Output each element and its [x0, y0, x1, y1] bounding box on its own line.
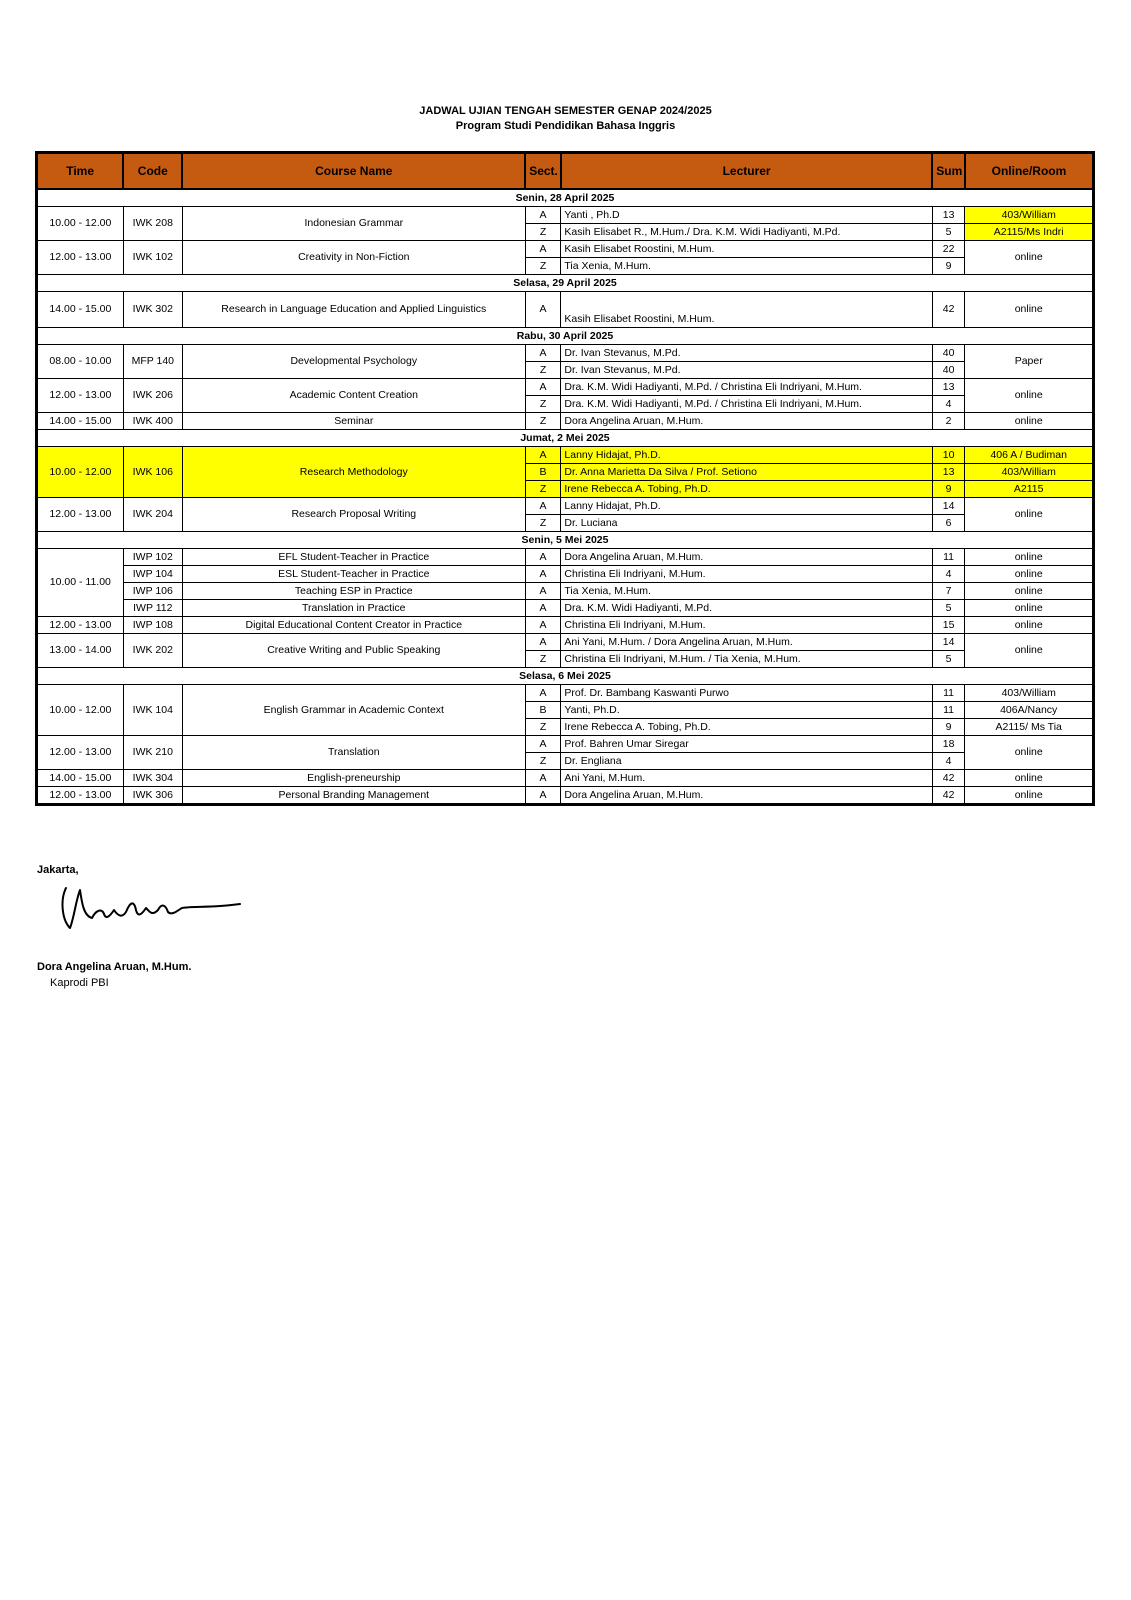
- col-header-lecturer: Lecturer: [561, 153, 932, 190]
- sum-cell: 14: [932, 498, 965, 515]
- sum-cell: 4: [932, 753, 965, 770]
- col-header-time: Time: [37, 153, 124, 190]
- sect-cell: B: [525, 702, 561, 719]
- time-cell: 12.00 - 13.00: [37, 241, 124, 275]
- time-cell: 14.00 - 15.00: [37, 770, 124, 787]
- table-row: [37, 379, 1094, 396]
- sect-cell: A: [525, 345, 561, 362]
- day-row: [37, 189, 1094, 207]
- course-cell: Personal Branding Management: [182, 787, 525, 805]
- room-cell: online: [965, 770, 1094, 787]
- day-label: Jumat, 2 Mei 2025: [37, 430, 1094, 447]
- table-row: [37, 770, 1094, 787]
- lecturer-cell: Irene Rebecca A. Tobing, Ph.D.: [561, 719, 932, 736]
- sect-cell: Z: [525, 651, 561, 668]
- course-cell: Digital Educational Content Creator in Practice: [182, 617, 525, 634]
- lecturer-cell: Prof. Bahren Umar Siregar: [561, 736, 932, 753]
- sum-cell: 11: [932, 549, 965, 566]
- lecturer-cell: Kasih Elisabet Roostini, M.Hum.: [561, 292, 932, 328]
- time-cell: 08.00 - 10.00: [37, 345, 124, 379]
- lecturer-cell: Dr. Engliana: [561, 753, 932, 770]
- lecturer-cell: Dra. K.M. Widi Hadiyanti, M.Pd.: [561, 600, 932, 617]
- code-cell: IWP 104: [123, 566, 182, 583]
- table-row: [37, 413, 1094, 430]
- sum-cell: 11: [932, 685, 965, 702]
- sum-cell: 9: [932, 481, 965, 498]
- room-cell: 406A/Nancy: [965, 702, 1094, 719]
- course-cell: Research in Language Education and Applied Linguistics: [182, 292, 525, 328]
- sect-cell: A: [525, 241, 561, 258]
- document-subtitle: Program Studi Pendidikan Bahasa Inggris: [455, 120, 676, 132]
- code-cell: IWK 202: [123, 634, 182, 668]
- sum-cell: 42: [932, 770, 965, 787]
- course-cell: Teaching ESP in Practice: [182, 583, 525, 600]
- lecturer-cell: Ani Yani, M.Hum. / Dora Angelina Aruan, M.Hum.: [561, 634, 932, 651]
- code-cell: IWK 306: [123, 787, 182, 805]
- course-cell: Academic Content Creation: [182, 379, 525, 413]
- sect-cell: A: [525, 736, 561, 753]
- place-label: Jakarta,: [37, 864, 79, 876]
- time-cell: 12.00 - 13.00: [37, 617, 124, 634]
- sect-cell: Z: [525, 515, 561, 532]
- table-row: [37, 241, 1094, 258]
- day-row: [37, 668, 1094, 685]
- day-row: [37, 430, 1094, 447]
- sect-cell: A: [525, 617, 561, 634]
- signer-name: Dora Angelina Aruan, M.Hum.: [37, 961, 192, 973]
- code-cell: IWP 112: [123, 600, 182, 617]
- sum-cell: 9: [932, 258, 965, 275]
- document-title: JADWAL UJIAN TENGAH SEMESTER GENAP 2024/2025: [419, 105, 712, 117]
- sect-cell: A: [525, 770, 561, 787]
- col-header-sect: Sect.: [525, 153, 561, 190]
- lecturer-cell: Irene Rebecca A. Tobing, Ph.D.: [561, 481, 932, 498]
- sum-cell: 22: [932, 241, 965, 258]
- course-cell: Research Proposal Writing: [182, 498, 525, 532]
- lecturer-cell: Lanny Hidajat, Ph.D.: [561, 447, 932, 464]
- col-header-room: Online/Room: [965, 153, 1094, 190]
- sect-cell: A: [525, 549, 561, 566]
- time-cell: 10.00 - 12.00: [37, 685, 124, 736]
- room-cell: online: [965, 292, 1094, 328]
- code-cell: IWK 102: [123, 241, 182, 275]
- table-row: [37, 447, 1094, 464]
- room-cell: 403/William: [965, 207, 1094, 224]
- table-row: [37, 736, 1094, 753]
- sect-cell: A: [525, 447, 561, 464]
- table-row: [37, 549, 1094, 566]
- course-cell: English Grammar in Academic Context: [182, 685, 525, 736]
- sum-cell: 13: [932, 379, 965, 396]
- code-cell: IWK 206: [123, 379, 182, 413]
- room-cell: online: [965, 787, 1094, 805]
- sum-cell: 7: [932, 583, 965, 600]
- sect-cell: A: [525, 600, 561, 617]
- sect-cell: A: [525, 379, 561, 396]
- course-cell: ESL Student-Teacher in Practice: [182, 566, 525, 583]
- room-cell: online: [965, 549, 1094, 566]
- code-cell: IWP 106: [123, 583, 182, 600]
- lecturer-cell: Kasih Elisabet Roostini, M.Hum.: [561, 241, 932, 258]
- time-cell: 10.00 - 11.00: [37, 549, 124, 617]
- sum-cell: 2: [932, 413, 965, 430]
- lecturer-cell: Dr. Ivan Stevanus, M.Pd.: [561, 345, 932, 362]
- sum-cell: 40: [932, 345, 965, 362]
- room-cell: 403/William: [965, 464, 1094, 481]
- sect-cell: A: [525, 207, 561, 224]
- code-cell: IWK 210: [123, 736, 182, 770]
- time-cell: 14.00 - 15.00: [37, 413, 124, 430]
- col-header-sum: Sum: [932, 153, 965, 190]
- lecturer-cell: Christina Eli Indriyani, M.Hum.: [561, 566, 932, 583]
- course-cell: Translation: [182, 736, 525, 770]
- table-row: [37, 787, 1094, 805]
- code-cell: IWK 208: [123, 207, 182, 241]
- code-cell: IWK 106: [123, 447, 182, 498]
- sect-cell: A: [525, 566, 561, 583]
- course-cell: Creativity in Non-Fiction: [182, 241, 525, 275]
- room-cell: A2115/Ms Indri: [965, 224, 1094, 241]
- table-row: [37, 583, 1094, 600]
- sum-cell: 4: [932, 396, 965, 413]
- room-cell: online: [965, 498, 1094, 532]
- lecturer-cell: Kasih Elisabet R., M.Hum./ Dra. K.M. Widi Hadiyanti, M.Pd.: [561, 224, 932, 241]
- day-label: Selasa, 29 April 2025: [37, 275, 1094, 292]
- room-cell: online: [965, 634, 1094, 668]
- sum-cell: 40: [932, 362, 965, 379]
- document-header: [0, 104, 1131, 134]
- lecturer-cell: Tia Xenia, M.Hum.: [561, 583, 932, 600]
- lecturer-cell: Dora Angelina Aruan, M.Hum.: [561, 549, 932, 566]
- sect-cell: A: [525, 292, 561, 328]
- day-row: [37, 275, 1094, 292]
- sum-cell: 5: [932, 651, 965, 668]
- table-row: [37, 600, 1094, 617]
- room-cell: online: [965, 736, 1094, 770]
- day-row: [37, 328, 1094, 345]
- code-cell: IWK 400: [123, 413, 182, 430]
- code-cell: IWK 104: [123, 685, 182, 736]
- course-cell: English-preneurship: [182, 770, 525, 787]
- lecturer-cell: Dr. Luciana: [561, 515, 932, 532]
- room-cell: A2115: [965, 481, 1094, 498]
- sum-cell: 42: [932, 787, 965, 805]
- time-cell: 13.00 - 14.00: [37, 634, 124, 668]
- table-header-row: [37, 153, 1094, 190]
- sect-cell: Z: [525, 258, 561, 275]
- lecturer-cell: Dra. K.M. Widi Hadiyanti, M.Pd. / Christina Eli Indriyani, M.Hum.: [561, 379, 932, 396]
- lecturer-cell: Dra. K.M. Widi Hadiyanti, M.Pd. / Christina Eli Indriyani, M.Hum.: [561, 396, 932, 413]
- col-header-course: Course Name: [182, 153, 525, 190]
- room-cell: A2115/ Ms Tia: [965, 719, 1094, 736]
- sect-cell: Z: [525, 413, 561, 430]
- sum-cell: 4: [932, 566, 965, 583]
- sum-cell: 11: [932, 702, 965, 719]
- course-cell: Translation in Practice: [182, 600, 525, 617]
- sect-cell: A: [525, 685, 561, 702]
- day-label: Rabu, 30 April 2025: [37, 328, 1094, 345]
- sum-cell: 14: [932, 634, 965, 651]
- course-cell: Seminar: [182, 413, 525, 430]
- room-cell: online: [965, 566, 1094, 583]
- sum-cell: 13: [932, 207, 965, 224]
- room-cell: 406 A / Budiman: [965, 447, 1094, 464]
- course-cell: Developmental Psychology: [182, 345, 525, 379]
- sum-cell: 10: [932, 447, 965, 464]
- table-row: [37, 617, 1094, 634]
- lecturer-cell: Christina Eli Indriyani, M.Hum. / Tia Xenia, M.Hum.: [561, 651, 932, 668]
- day-label: Senin, 28 April 2025: [37, 189, 1094, 207]
- table-row: [37, 566, 1094, 583]
- lecturer-cell: Christina Eli Indriyani, M.Hum.: [561, 617, 932, 634]
- sum-cell: 42: [932, 292, 965, 328]
- code-cell: IWK 204: [123, 498, 182, 532]
- room-cell: online: [965, 600, 1094, 617]
- sect-cell: B: [525, 464, 561, 481]
- course-cell: Creative Writing and Public Speaking: [182, 634, 525, 668]
- course-cell: Research Methodology: [182, 447, 525, 498]
- sum-cell: 9: [932, 719, 965, 736]
- sect-cell: Z: [525, 362, 561, 379]
- sect-cell: A: [525, 498, 561, 515]
- code-cell: IWK 302: [123, 292, 182, 328]
- lecturer-cell: Dora Angelina Aruan, M.Hum.: [561, 413, 932, 430]
- time-cell: 10.00 - 12.00: [37, 447, 124, 498]
- sect-cell: A: [525, 787, 561, 805]
- room-cell: online: [965, 413, 1094, 430]
- exam-schedule-table: [35, 151, 1095, 806]
- sum-cell: 6: [932, 515, 965, 532]
- lecturer-cell: Yanti, Ph.D.: [561, 702, 932, 719]
- sect-cell: Z: [525, 396, 561, 413]
- course-cell: Indonesian Grammar: [182, 207, 525, 241]
- sum-cell: 5: [932, 224, 965, 241]
- sum-cell: 13: [932, 464, 965, 481]
- room-cell: online: [965, 583, 1094, 600]
- lecturer-cell: Ani Yani, M.Hum.: [561, 770, 932, 787]
- table-row: [37, 292, 1094, 328]
- sect-cell: Z: [525, 481, 561, 498]
- course-cell: EFL Student-Teacher in Practice: [182, 549, 525, 566]
- table-row: [37, 345, 1094, 362]
- signer-role: Kaprodi PBI: [50, 977, 109, 989]
- table-row: [37, 634, 1094, 651]
- lecturer-cell: Dora Angelina Aruan, M.Hum.: [561, 787, 932, 805]
- signature-image: [52, 880, 252, 940]
- sum-cell: 5: [932, 600, 965, 617]
- day-label: Selasa, 6 Mei 2025: [37, 668, 1094, 685]
- time-cell: 14.00 - 15.00: [37, 292, 124, 328]
- room-cell: online: [965, 379, 1094, 413]
- table-row: [37, 498, 1094, 515]
- code-cell: IWK 304: [123, 770, 182, 787]
- sum-cell: 18: [932, 736, 965, 753]
- room-cell: 403/William: [965, 685, 1094, 702]
- lecturer-cell: Lanny Hidajat, Ph.D.: [561, 498, 932, 515]
- lecturer-cell: Dr. Anna Marietta Da Silva / Prof. Setiono: [561, 464, 932, 481]
- lecturer-cell: Dr. Ivan Stevanus, M.Pd.: [561, 362, 932, 379]
- sect-cell: Z: [525, 753, 561, 770]
- table-row: [37, 685, 1094, 702]
- room-cell: online: [965, 617, 1094, 634]
- time-cell: 12.00 - 13.00: [37, 498, 124, 532]
- room-cell: online: [965, 241, 1094, 275]
- sect-cell: Z: [525, 719, 561, 736]
- table-row: [37, 207, 1094, 224]
- code-cell: MFP 140: [123, 345, 182, 379]
- code-cell: IWP 102: [123, 549, 182, 566]
- day-label: Senin, 5 Mei 2025: [37, 532, 1094, 549]
- time-cell: 10.00 - 12.00: [37, 207, 124, 241]
- sect-cell: A: [525, 583, 561, 600]
- sum-cell: 15: [932, 617, 965, 634]
- time-cell: 12.00 - 13.00: [37, 379, 124, 413]
- lecturer-cell: Tia Xenia, M.Hum.: [561, 258, 932, 275]
- sect-cell: A: [525, 634, 561, 651]
- lecturer-cell: Yanti , Ph.D: [561, 207, 932, 224]
- room-cell: Paper: [965, 345, 1094, 379]
- lecturer-cell: Prof. Dr. Bambang Kaswanti Purwo: [561, 685, 932, 702]
- code-cell: IWP 108: [123, 617, 182, 634]
- time-cell: 12.00 - 13.00: [37, 736, 124, 770]
- col-header-code: Code: [123, 153, 182, 190]
- time-cell: 12.00 - 13.00: [37, 787, 124, 805]
- sect-cell: Z: [525, 224, 561, 241]
- day-row: [37, 532, 1094, 549]
